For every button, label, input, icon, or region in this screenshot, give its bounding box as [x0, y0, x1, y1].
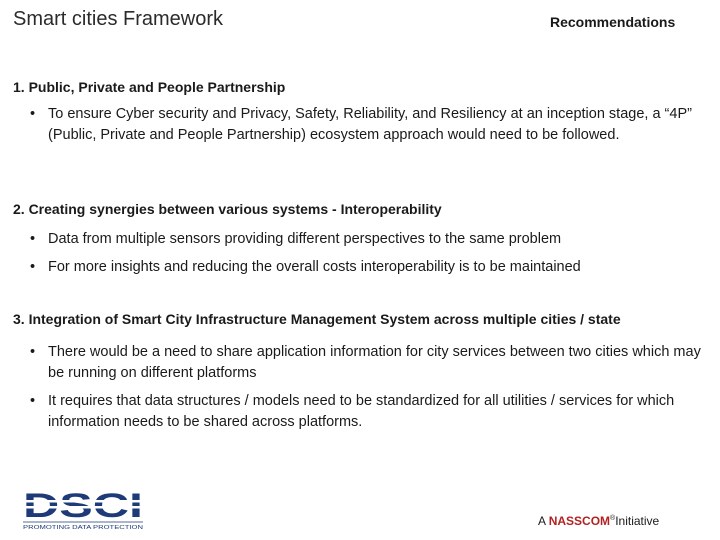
bullet-dot: •	[30, 106, 36, 122]
bullet-dot: •	[30, 231, 36, 247]
list-item	[30, 257, 710, 278]
nasscom-brand: NASSCOM	[548, 514, 611, 528]
dsci-logo-tagline: PROMOTING DATA PROTECTION	[23, 525, 143, 531]
list-item	[30, 229, 710, 250]
bullet-text: It requires that data structures / models need to be standardized for all utilities / services for which information needs to be shared across platforms.	[48, 393, 675, 430]
bullet-text: Data from multiple sensors providing different perspectives to the same problem	[48, 231, 562, 247]
dsci-logo-stripe	[23, 506, 143, 509]
bullet-text: There would be a need to share application information for city services between two cities which may be running on different platforms	[48, 344, 701, 381]
bullet-dot: •	[30, 259, 36, 275]
page-title: Smart cities Framework	[13, 8, 224, 30]
bullet-dot: •	[30, 344, 36, 360]
bullet-text: For more insights and reducing the overall costs interoperability is to be maintained	[48, 259, 581, 275]
slide-subtitle: Recommendations	[550, 14, 676, 30]
bullet-dot: •	[30, 393, 36, 409]
section-heading: 2. Creating synergies between various systems - Interoperability	[13, 201, 442, 217]
dsci-logo-stripe	[23, 500, 143, 503]
footer-credit: A NASSCOM®Initiative	[538, 514, 660, 528]
registered-mark: ®	[610, 515, 616, 522]
bullet-text: To ensure Cyber security and Privacy, Safety, Reliability, and Resiliency at an inception stage, a “4P” (Public, Private and People Partnership) ecosystem approach would need to be followed.	[48, 106, 692, 143]
dsci-logo	[22, 486, 147, 532]
list-item	[30, 391, 710, 433]
list-item	[30, 104, 710, 146]
list-item	[30, 342, 710, 384]
section-heading: 1. Public, Private and People Partnership	[13, 79, 286, 95]
section-heading: 3. Integration of Smart City Infrastructure Management System across multiple cities / state	[13, 311, 621, 327]
